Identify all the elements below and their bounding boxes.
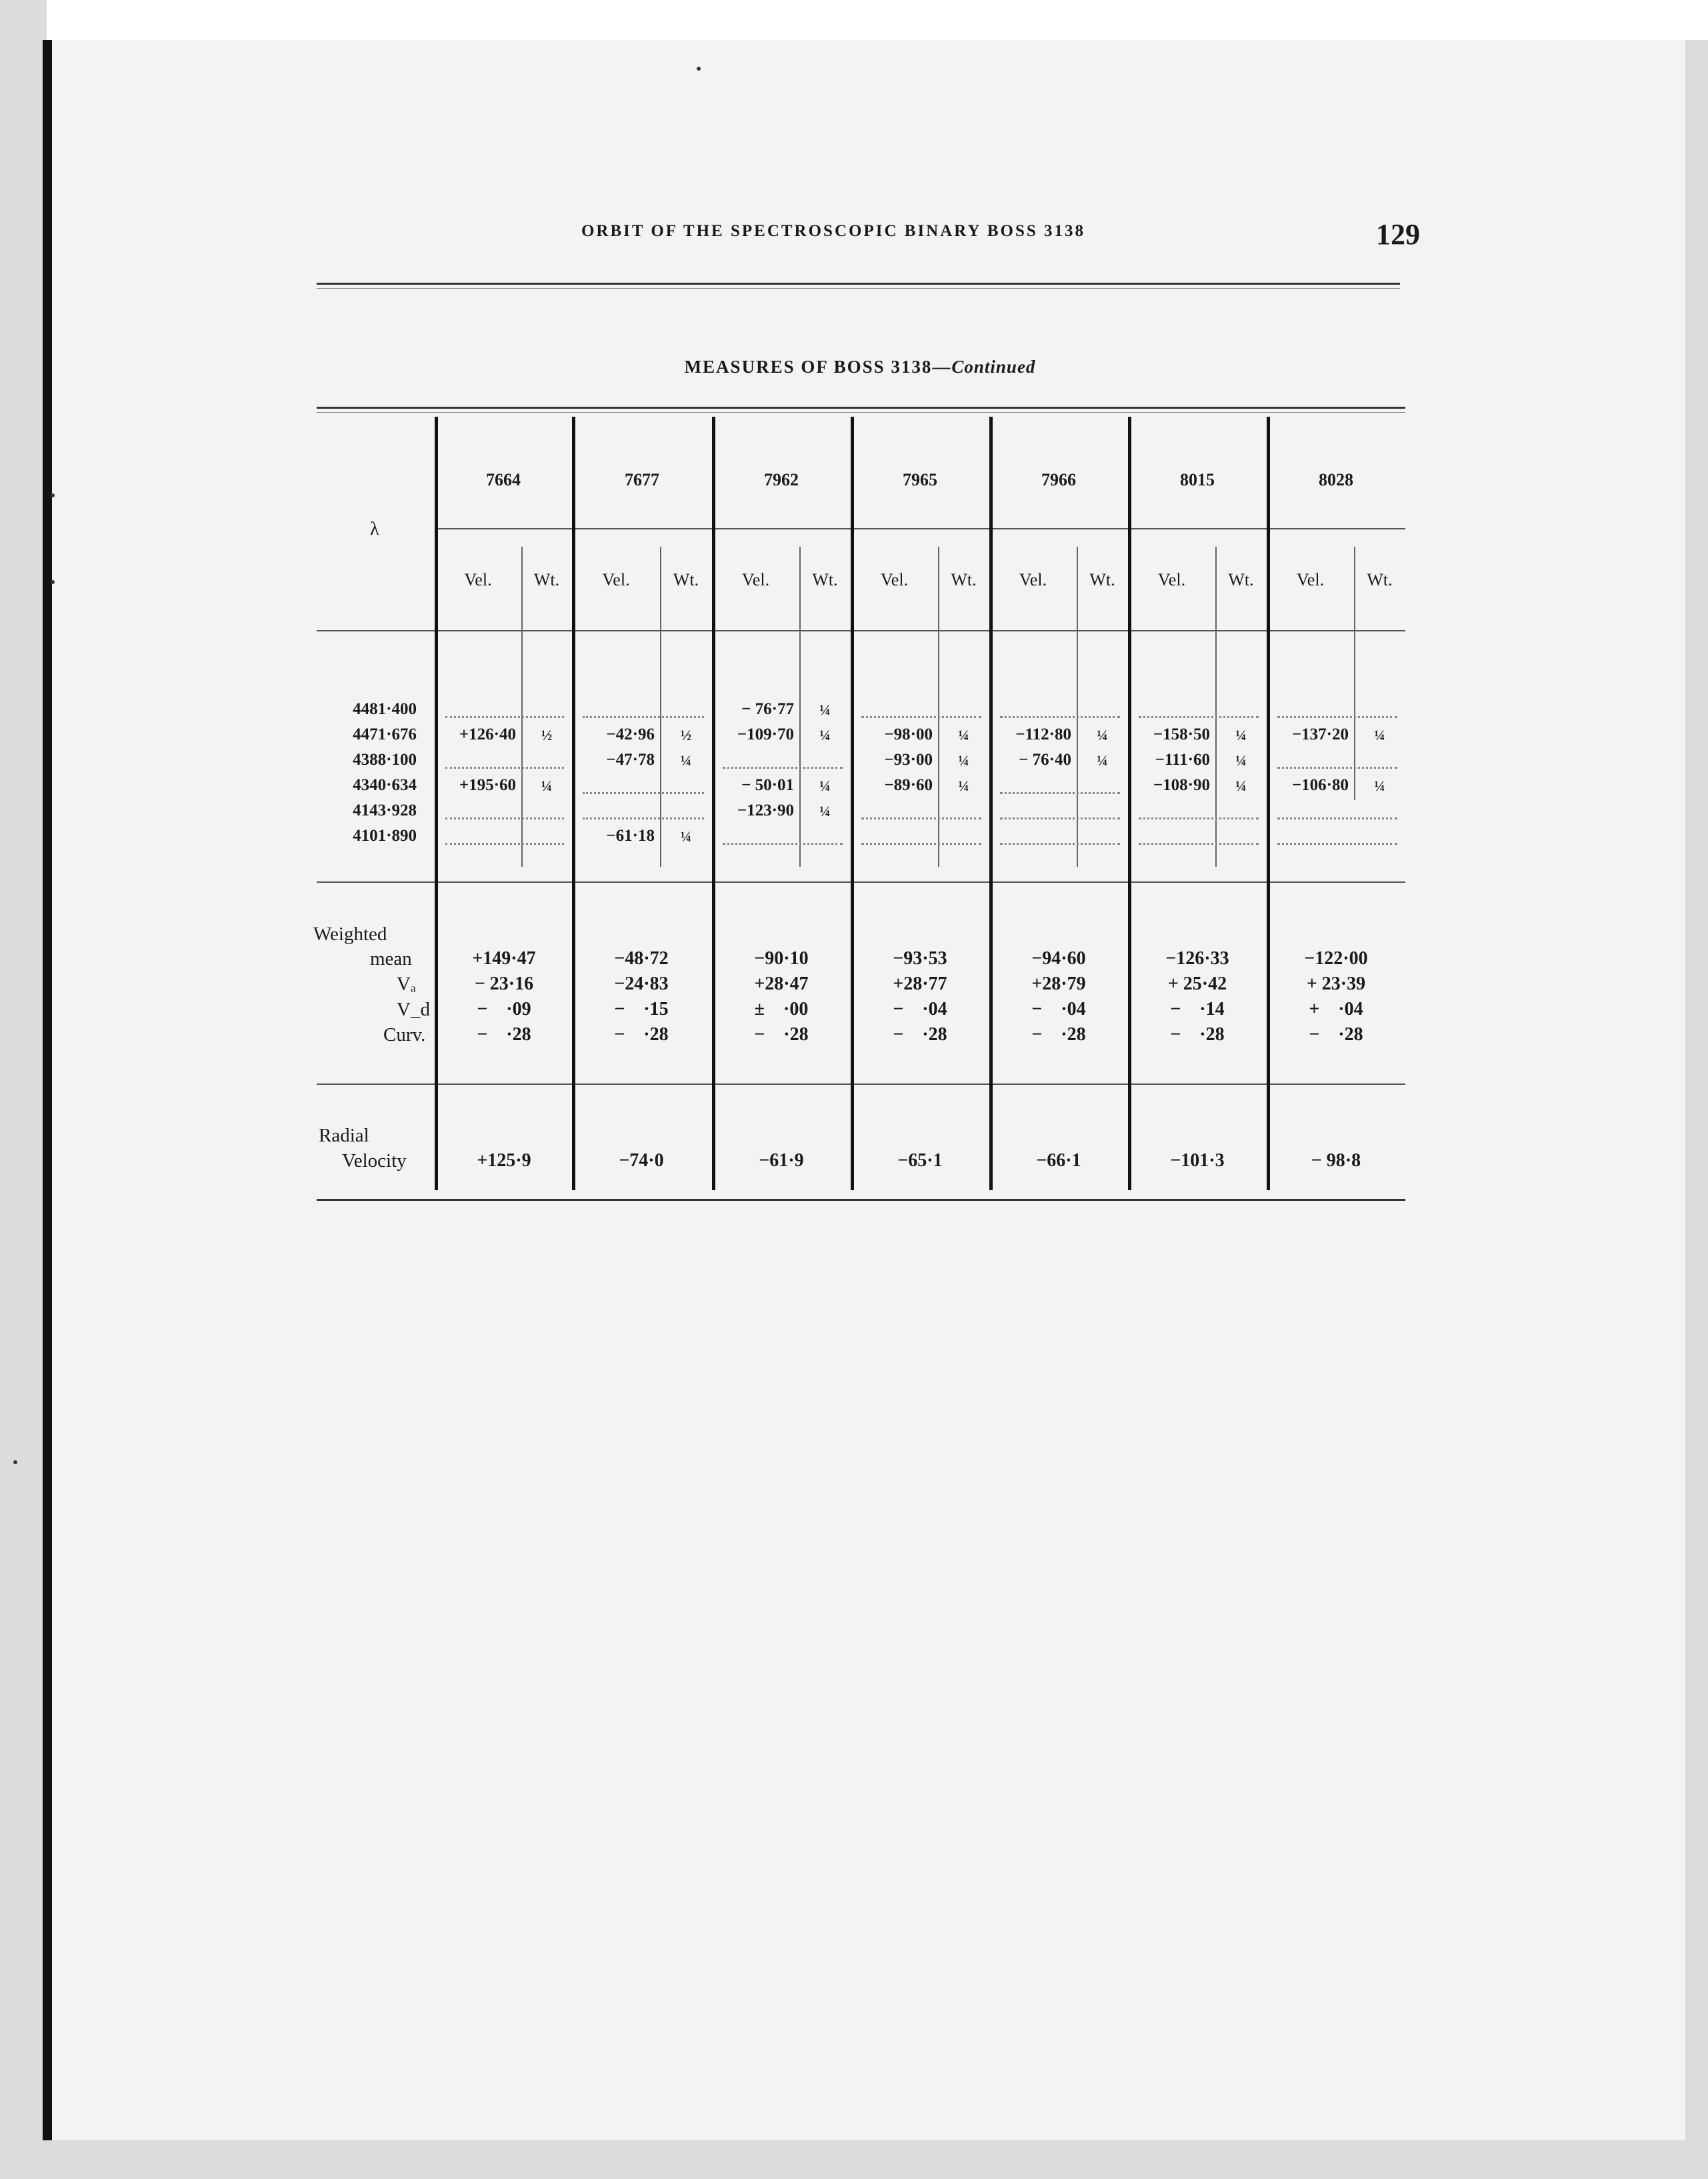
dust-speck xyxy=(51,493,55,497)
vd-value: − ·14 xyxy=(1170,999,1225,1019)
empty-cell-leader xyxy=(1139,843,1259,846)
header-rule xyxy=(317,283,1400,285)
weight-value: ¼ xyxy=(680,828,692,845)
velocity-value: −137·20 xyxy=(1291,725,1349,743)
empty-cell-leader xyxy=(1000,817,1120,821)
dust-speck xyxy=(13,1460,17,1464)
va-value: − 23·16 xyxy=(474,973,534,994)
weight-value: ½ xyxy=(680,727,692,743)
plate-number: 7965 xyxy=(903,470,937,489)
radial-velocity-value: +125·9 xyxy=(477,1150,531,1171)
wt-header: Wt. xyxy=(951,570,977,589)
table-caption-continued: Continued xyxy=(951,357,1036,377)
wt-header: Wt. xyxy=(1089,570,1115,589)
plate-number: 7677 xyxy=(625,470,659,489)
curvature-value: − ·28 xyxy=(1309,1024,1363,1045)
velocity-value: −61·18 xyxy=(606,827,655,845)
page-number: 129 xyxy=(1376,218,1420,251)
weighted-mean-value: −122·00 xyxy=(1304,948,1368,969)
curvature-value: − ·28 xyxy=(614,1024,669,1045)
lines-bottom-rule xyxy=(317,881,1405,883)
vel-header: Vel. xyxy=(880,570,909,589)
velocity-value: −106·80 xyxy=(1291,776,1349,794)
plate-number: 8015 xyxy=(1180,470,1215,489)
vd-value: − ·15 xyxy=(614,999,669,1019)
weight-value: ¼ xyxy=(1097,752,1108,769)
dust-speck xyxy=(697,67,701,71)
empty-cell-leader xyxy=(723,767,843,770)
wt-header: Wt. xyxy=(673,570,699,589)
weight-value: ¼ xyxy=(819,777,831,794)
weight-value: ¼ xyxy=(541,777,553,794)
plate-number: 8028 xyxy=(1319,470,1353,489)
vd-value: − ·04 xyxy=(1031,999,1086,1019)
va-value: +28·47 xyxy=(754,973,809,994)
weight-value: ¼ xyxy=(1374,777,1385,794)
velocity-value: −47·78 xyxy=(606,751,655,769)
mean-label: mean xyxy=(370,948,412,969)
column-separator xyxy=(435,417,438,1190)
radial-velocity-value: −66·1 xyxy=(1036,1150,1081,1171)
velocity-value: −98·00 xyxy=(884,725,933,743)
curv-label: Curv. xyxy=(383,1024,426,1045)
empty-cell-leader xyxy=(723,843,843,846)
summary-bottom-rule xyxy=(317,1083,1405,1085)
vel-header: Vel. xyxy=(602,570,630,589)
radial-label: Radial xyxy=(319,1125,369,1146)
empty-cell-leader xyxy=(583,817,704,821)
empty-cell-leader xyxy=(445,767,564,770)
empty-cell-leader xyxy=(445,716,564,719)
velocity-value: +195·60 xyxy=(459,776,516,794)
empty-cell-leader xyxy=(583,716,704,719)
radial-velocity-value: −101·3 xyxy=(1170,1150,1225,1171)
empty-cell-leader xyxy=(1000,843,1120,846)
vd-value: + ·04 xyxy=(1309,999,1363,1019)
wavelength-label: 4101·890 xyxy=(353,827,417,845)
vd-label: V_d xyxy=(397,999,430,1020)
velocity-value: −158·50 xyxy=(1153,725,1210,743)
plate-header-rule xyxy=(435,528,1405,529)
vel-wt-divider xyxy=(1354,547,1355,800)
empty-cell-leader xyxy=(1139,817,1259,821)
velocity-value: −108·90 xyxy=(1153,776,1210,794)
weight-value: ¼ xyxy=(819,803,831,819)
wt-header: Wt. xyxy=(533,570,560,589)
empty-cell-leader xyxy=(1277,767,1397,770)
empty-cell-leader xyxy=(1277,817,1397,821)
velocity-value: −89·60 xyxy=(884,776,933,794)
weight-value: ¼ xyxy=(1097,727,1108,743)
wavelength-label: 4340·634 xyxy=(353,776,417,794)
va-value: +28·79 xyxy=(1031,973,1086,994)
table-caption xyxy=(317,357,1403,377)
vd-value: − ·04 xyxy=(893,999,947,1019)
empty-cell-leader xyxy=(445,843,564,846)
weighted-mean-value: −90·10 xyxy=(754,948,809,969)
empty-cell-leader xyxy=(1277,716,1397,719)
plate-number: 7664 xyxy=(486,470,521,489)
weighted-mean-value: +149·47 xyxy=(472,948,536,969)
va-label: Vₐ xyxy=(397,973,416,995)
velocity-value: +126·40 xyxy=(459,725,516,743)
weighted-mean-value: −126·33 xyxy=(1165,948,1229,969)
empty-cell-leader xyxy=(1000,716,1120,719)
weighted-mean-value: −93·53 xyxy=(893,948,947,969)
table-bottom-rule xyxy=(317,1199,1405,1201)
va-value: +28·77 xyxy=(893,973,947,994)
header-rule-thin xyxy=(317,288,1400,289)
column-separator xyxy=(1267,417,1270,1190)
wavelength-label: 4481·400 xyxy=(353,700,417,718)
wt-header: Wt. xyxy=(812,570,838,589)
weight-value: ¼ xyxy=(958,777,969,794)
velocity-label: Velocity xyxy=(342,1150,407,1172)
weighted-label: Weighted xyxy=(313,923,387,945)
weight-value: ¼ xyxy=(958,727,969,743)
curvature-value: − ·28 xyxy=(1031,1024,1086,1045)
velocity-value: −123·90 xyxy=(737,801,794,819)
radial-velocity-value: −61·9 xyxy=(759,1150,804,1171)
vel-header: Vel. xyxy=(1157,570,1186,589)
wt-header: Wt. xyxy=(1367,570,1393,589)
empty-cell-leader xyxy=(445,817,564,821)
vel-header: Vel. xyxy=(1296,570,1325,589)
curvature-value: − ·28 xyxy=(893,1024,947,1045)
curvature-value: − ·28 xyxy=(477,1024,531,1045)
plate-number: 7962 xyxy=(764,470,799,489)
weight-value: ¼ xyxy=(819,727,831,743)
running-title: ORBIT OF THE SPECTROSCOPIC BINARY BOSS 3138 xyxy=(581,222,1086,240)
velocity-value: −109·70 xyxy=(737,725,794,743)
velocity-value: − 76·77 xyxy=(741,700,794,718)
vel-header: Vel. xyxy=(464,570,492,589)
empty-cell-leader xyxy=(861,716,981,719)
empty-cell-leader xyxy=(1277,843,1397,846)
weighted-mean-value: −48·72 xyxy=(614,948,669,969)
column-separator xyxy=(851,417,854,1190)
velocity-value: − 50·01 xyxy=(741,776,794,794)
wavelength-header: λ xyxy=(370,519,379,539)
vd-value: ± ·00 xyxy=(754,999,809,1019)
column-separator xyxy=(572,417,575,1190)
weight-value: ¼ xyxy=(1374,727,1385,743)
column-separator xyxy=(989,417,993,1190)
dust-speck xyxy=(51,580,55,584)
vd-value: − ·09 xyxy=(477,999,531,1019)
page-binding-edge xyxy=(43,40,52,2140)
empty-cell-leader xyxy=(861,817,981,821)
weight-value: ½ xyxy=(541,727,553,743)
weight-value: ¼ xyxy=(1235,727,1247,743)
header-bottom-rule xyxy=(317,630,1405,631)
wavelength-label: 4143·928 xyxy=(353,801,417,819)
va-value: −24·83 xyxy=(614,973,669,994)
velocity-value: −112·80 xyxy=(1015,725,1071,743)
weight-value: ¼ xyxy=(1235,752,1247,769)
vel-header: Vel. xyxy=(741,570,770,589)
scan-left-margin xyxy=(0,0,47,2179)
radial-velocity-value: − 98·8 xyxy=(1311,1150,1361,1171)
va-value: + 23·39 xyxy=(1306,973,1366,994)
weight-value: ¼ xyxy=(958,752,969,769)
radial-velocity-value: −74·0 xyxy=(619,1150,664,1171)
va-value: + 25·42 xyxy=(1167,973,1227,994)
scan-right-margin xyxy=(1685,40,1708,2179)
plate-number: 7966 xyxy=(1041,470,1076,489)
column-separator xyxy=(712,417,715,1190)
velocity-value: −111·60 xyxy=(1155,751,1210,769)
velocity-value: − 76·40 xyxy=(1019,751,1071,769)
table-caption-main: MEASURES OF BOSS 3138— xyxy=(684,357,952,377)
weight-value: ¼ xyxy=(1235,777,1247,794)
wavelength-label: 4471·676 xyxy=(353,725,417,743)
table-top-rule-thin xyxy=(317,412,1405,413)
scan-bottom-margin xyxy=(0,2140,1708,2179)
weight-value: ¼ xyxy=(819,701,831,718)
radial-velocity-value: −65·1 xyxy=(897,1150,943,1171)
weight-value: ¼ xyxy=(680,752,692,769)
curvature-value: − ·28 xyxy=(754,1024,809,1045)
vel-header: Vel. xyxy=(1019,570,1047,589)
wt-header: Wt. xyxy=(1228,570,1254,589)
empty-cell-leader xyxy=(861,843,981,846)
empty-cell-leader xyxy=(1000,792,1120,795)
page-sheet xyxy=(52,40,1685,2140)
table-top-rule xyxy=(317,407,1405,409)
empty-cell-leader xyxy=(1139,716,1259,719)
weighted-mean-value: −94·60 xyxy=(1031,948,1086,969)
wavelength-label: 4388·100 xyxy=(353,751,417,769)
empty-cell-leader xyxy=(583,792,704,795)
column-separator xyxy=(1128,417,1131,1190)
curvature-value: − ·28 xyxy=(1170,1024,1225,1045)
velocity-value: −93·00 xyxy=(884,751,933,769)
velocity-value: −42·96 xyxy=(606,725,655,743)
